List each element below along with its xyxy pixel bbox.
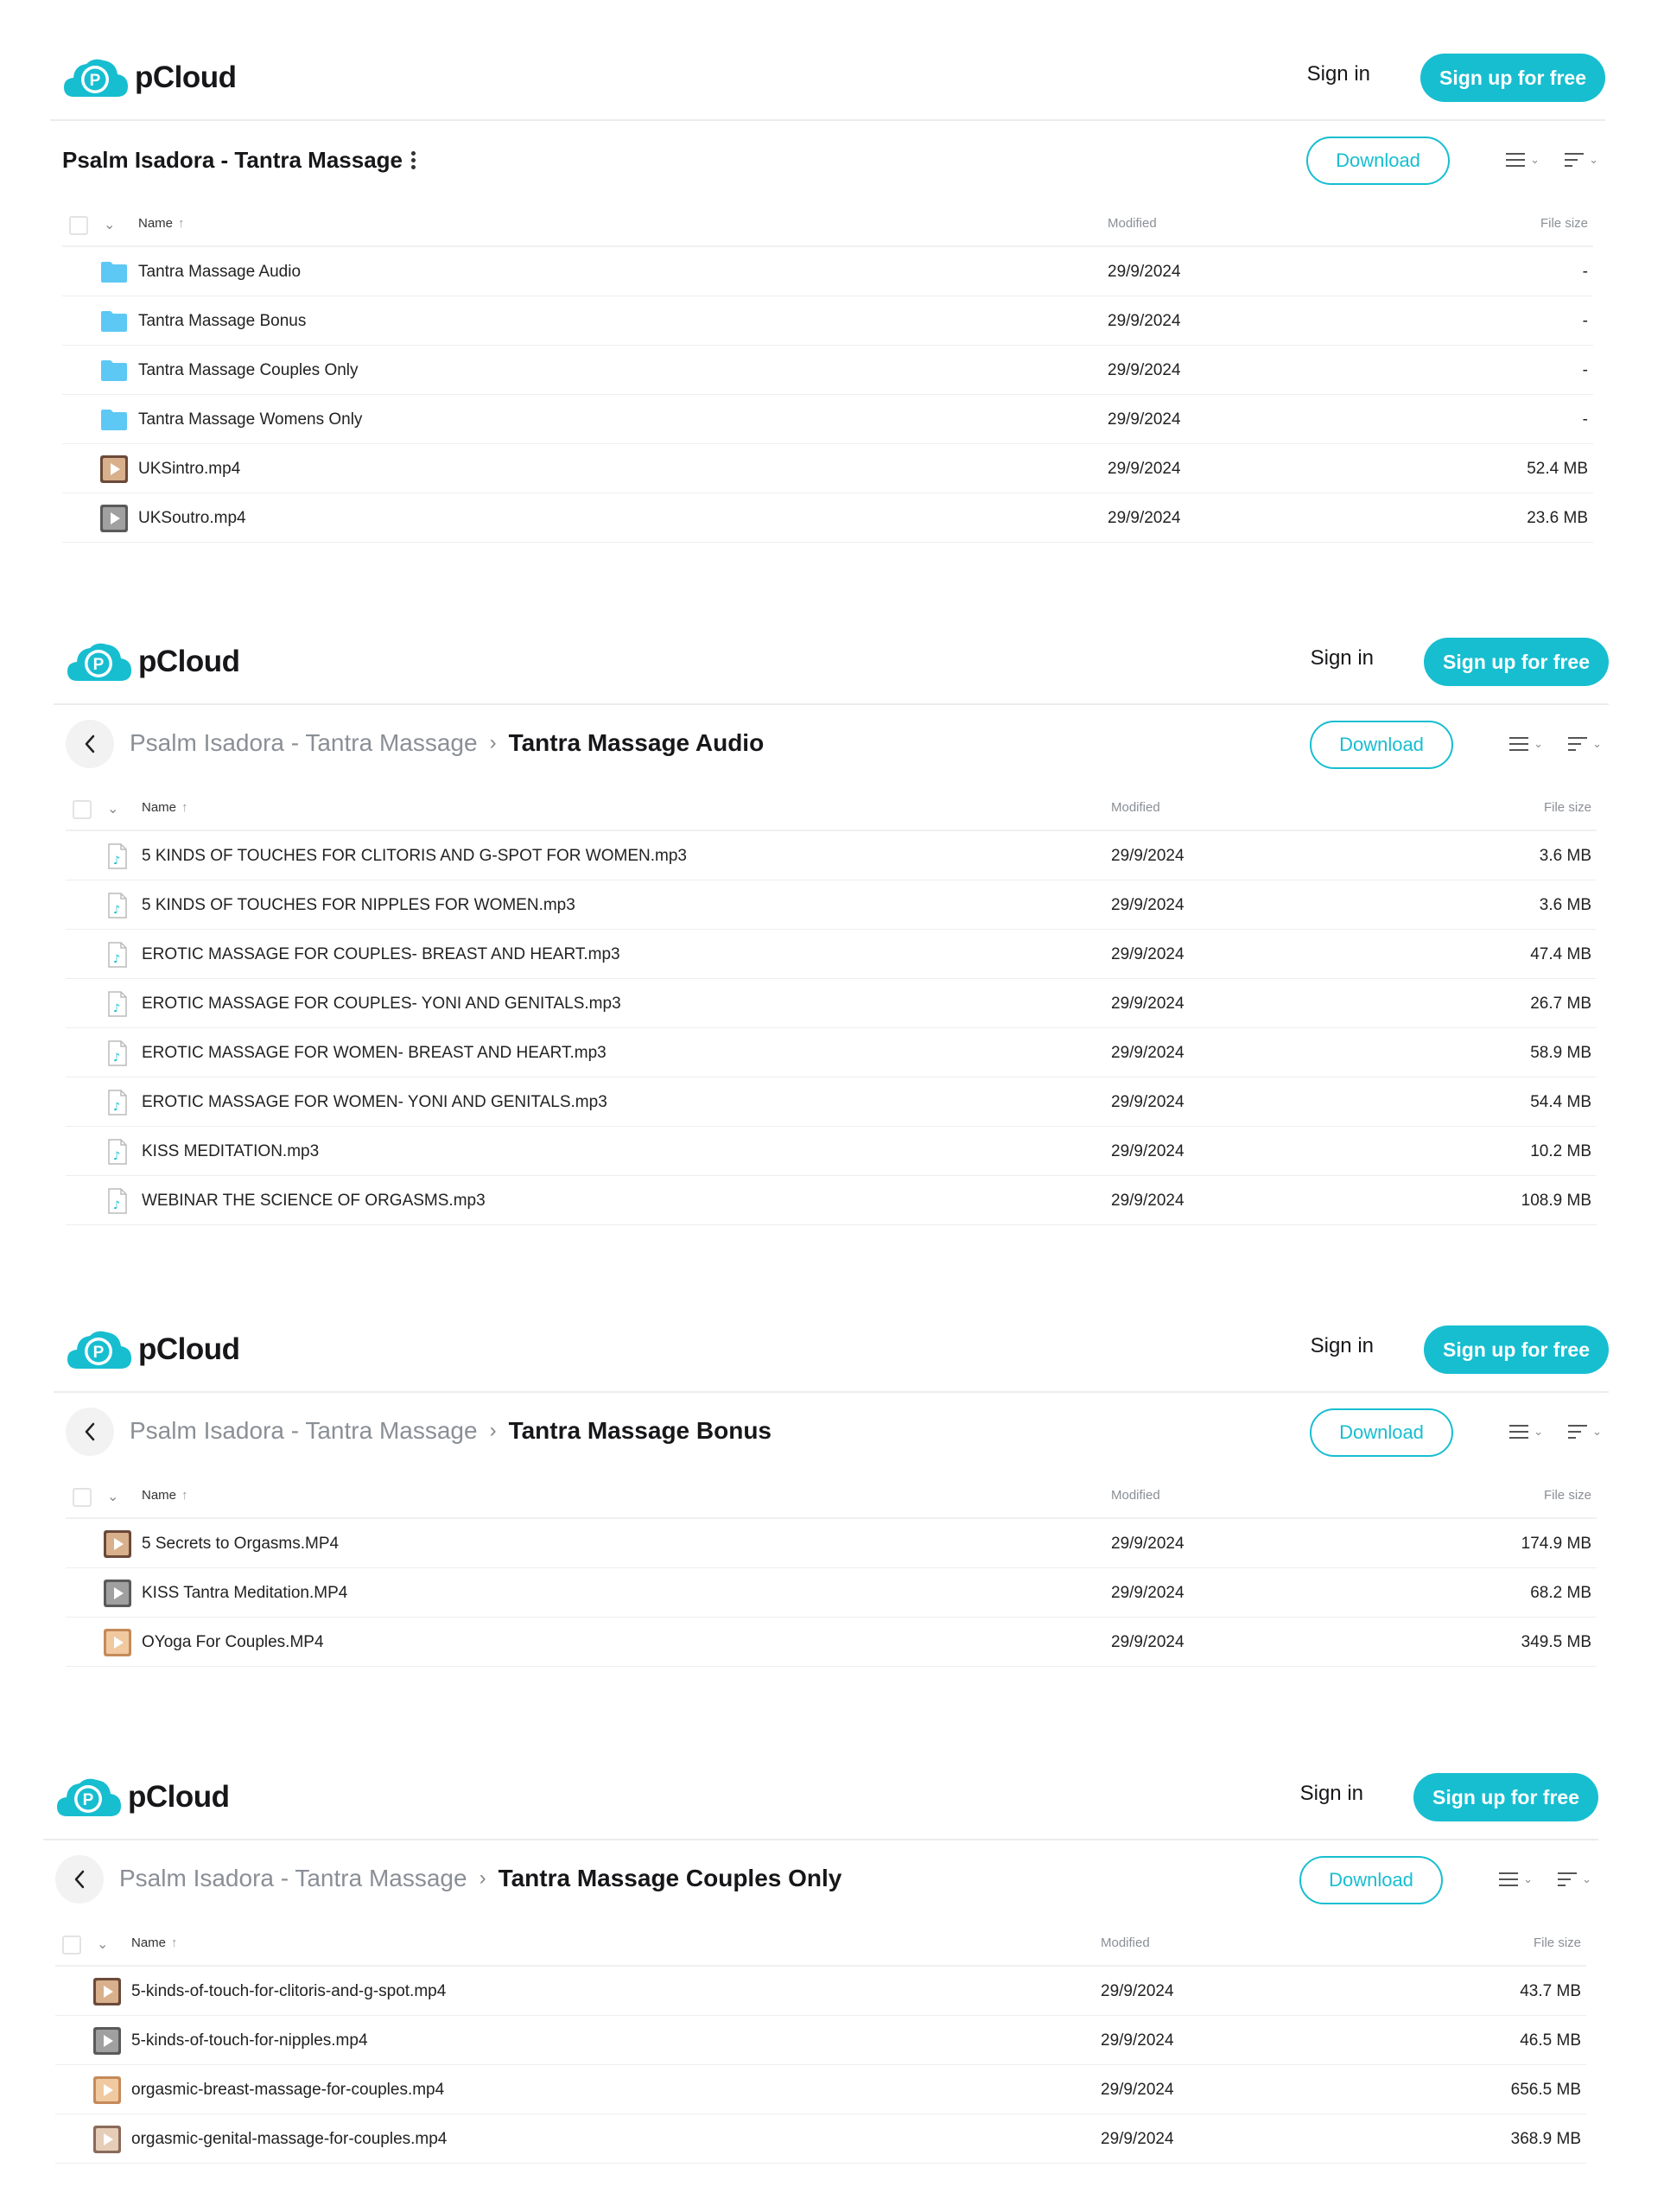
breadcrumb (130, 729, 764, 757)
sign-up-button[interactable]: Sign up for free (1424, 1325, 1609, 1374)
site-header (54, 619, 1609, 705)
file-size: 26.7 MB (1530, 995, 1591, 1013)
video-thumbnail-icon (104, 1629, 131, 1656)
table-header (62, 199, 1593, 247)
chevron-left-icon (83, 734, 97, 754)
chevron-right-icon: › (479, 1866, 486, 1890)
file-listing-panel (54, 1306, 1609, 1667)
table-row[interactable] (62, 395, 1593, 444)
folder-toolbar (43, 1840, 1598, 1918)
video-thumbnail-icon (93, 2027, 121, 2055)
file-name[interactable]: EROTIC MASSAGE FOR WOMEN- BREAST AND HEART.mp3 (142, 1044, 607, 1062)
file-name[interactable]: OYoga For Couples.MP4 (142, 1633, 324, 1651)
sort-toggle[interactable] (1565, 152, 1598, 168)
file-size: 23.6 MB (1527, 509, 1588, 527)
video-thumbnail-icon (104, 1580, 131, 1607)
view-mode-toggle[interactable] (1506, 152, 1540, 168)
file-modified-date: 29/9/2024 (1111, 1192, 1184, 1210)
table-row[interactable] (55, 2114, 1586, 2164)
download-button[interactable]: Download (1310, 1408, 1453, 1457)
pcloud-cloud-icon (66, 639, 133, 684)
brand-name: pCloud (135, 60, 237, 94)
file-modified-date: 29/9/2024 (1111, 896, 1184, 914)
file-name[interactable]: orgasmic-breast-massage-for-couples.mp4 (131, 2081, 445, 2099)
sort-icon (1568, 736, 1587, 752)
more-options-icon[interactable] (411, 151, 416, 169)
video-thumbnail-icon (100, 455, 128, 483)
file-modified-date: 29/9/2024 (1111, 1535, 1184, 1553)
size-column-header[interactable]: File size (1540, 216, 1588, 231)
table-row[interactable] (66, 979, 1597, 1028)
list-view-icon (1509, 1424, 1528, 1440)
chevron-down-icon: ⌄ (1534, 1425, 1543, 1438)
folder-icon (100, 357, 128, 385)
svg-text:♪: ♪ (112, 1199, 121, 1212)
sort-icon (1568, 1424, 1587, 1440)
file-modified-date: 29/9/2024 (1101, 2130, 1174, 2148)
file-modified-date: 29/9/2024 (1111, 1633, 1184, 1651)
file-size: 47.4 MB (1530, 945, 1591, 963)
file-size: 174.9 MB (1521, 1535, 1591, 1553)
sort-arrow-up-icon: ↑ (171, 1936, 178, 1950)
modified-column-header[interactable]: Modified (1101, 1936, 1150, 1950)
folder-toolbar (50, 121, 1605, 199)
file-name[interactable]: 5-kinds-of-touch-for-clitoris-and-g-spot.mp4 (131, 1982, 447, 2000)
file-name[interactable]: Tantra Massage Womens Only (138, 410, 363, 429)
folder-title: Psalm Isadora - Tantra Massage (62, 147, 416, 174)
breadcrumb-parent-link[interactable]: Psalm Isadora - Tantra Massage (130, 1417, 478, 1444)
breadcrumb-parent-link[interactable]: Psalm Isadora - Tantra Massage (119, 1865, 467, 1891)
file-size: 656.5 MB (1510, 2081, 1581, 2099)
chevron-right-icon: › (489, 731, 497, 754)
view-mode-toggle[interactable] (1499, 1872, 1533, 1887)
folder-toolbar (54, 705, 1609, 783)
svg-text:♪: ♪ (112, 1150, 121, 1163)
file-modified-date: 29/9/2024 (1111, 1584, 1184, 1602)
audio-file-icon (104, 1089, 131, 1116)
audio-file-icon (104, 990, 131, 1018)
video-thumbnail-icon (104, 1530, 131, 1558)
table-row[interactable] (66, 1176, 1597, 1225)
breadcrumb-current-folder: Tantra Massage Couples Only (498, 1865, 842, 1891)
table-header (55, 1918, 1586, 1967)
chevron-down-icon[interactable]: ⌄ (107, 802, 119, 817)
back-button[interactable] (55, 1855, 104, 1904)
table-row[interactable] (66, 1618, 1597, 1667)
table-row[interactable] (66, 880, 1597, 930)
file-table (55, 1918, 1586, 2164)
table-row[interactable] (66, 1568, 1597, 1618)
table-row[interactable] (66, 1028, 1597, 1077)
file-name[interactable]: KISS MEDITATION.mp3 (142, 1142, 320, 1160)
svg-text:P: P (92, 656, 105, 674)
video-thumbnail-icon (93, 2076, 121, 2104)
file-modified-date: 29/9/2024 (1101, 2031, 1174, 2050)
download-button[interactable]: Download (1306, 137, 1450, 185)
chevron-down-icon: ⌄ (1582, 1872, 1591, 1885)
file-name[interactable]: WEBINAR THE SCIENCE OF ORGASMS.mp3 (142, 1192, 486, 1210)
svg-text:P: P (92, 1344, 105, 1362)
file-modified-date: 29/9/2024 (1108, 263, 1181, 281)
table-row[interactable] (62, 444, 1593, 493)
sign-up-button[interactable]: Sign up for free (1413, 1773, 1598, 1821)
sort-toggle[interactable] (1568, 736, 1602, 752)
table-row[interactable] (62, 346, 1593, 395)
file-size: 68.2 MB (1530, 1584, 1591, 1602)
sort-toggle[interactable] (1568, 1424, 1602, 1440)
name-column-header[interactable]: Name ↑ (138, 216, 185, 231)
file-name[interactable]: 5 KINDS OF TOUCHES FOR NIPPLES FOR WOMEN.mp3 (142, 896, 575, 914)
svg-text:♪: ♪ (112, 1052, 121, 1065)
file-size: 52.4 MB (1527, 460, 1588, 478)
file-size: 349.5 MB (1521, 1633, 1591, 1651)
video-thumbnail-icon (93, 1978, 121, 2005)
table-row[interactable] (55, 1967, 1586, 2016)
chevron-down-icon: ⌄ (1592, 1425, 1602, 1438)
pcloud-cloud-icon (66, 1327, 133, 1372)
audio-file-icon (104, 842, 131, 870)
folder-icon (100, 258, 128, 286)
breadcrumb (119, 1865, 842, 1892)
file-modified-date: 29/9/2024 (1111, 1142, 1184, 1160)
sign-in-link[interactable]: Sign in (1310, 1334, 1374, 1357)
svg-text:♪: ♪ (112, 1002, 121, 1015)
file-modified-date: 29/9/2024 (1108, 312, 1181, 330)
chevron-down-icon: ⌄ (1589, 153, 1598, 166)
file-size: 54.4 MB (1530, 1093, 1591, 1111)
svg-text:P: P (82, 1791, 94, 1809)
folder-icon (100, 308, 128, 335)
svg-text:♪: ♪ (112, 855, 121, 868)
list-view-icon (1499, 1872, 1518, 1887)
brand-name: pCloud (138, 645, 240, 678)
file-name[interactable]: 5 KINDS OF TOUCHES FOR CLITORIS AND G-SPOT FOR WOMEN.mp3 (142, 847, 687, 865)
size-column-header[interactable]: File size (1543, 1488, 1591, 1503)
file-name[interactable]: Tantra Massage Couples Only (138, 361, 359, 379)
sort-arrow-up-icon: ↑ (181, 800, 188, 815)
file-table (66, 1471, 1597, 1667)
brand-name: pCloud (138, 1332, 240, 1366)
download-button[interactable]: Download (1310, 721, 1453, 769)
chevron-down-icon: ⌄ (1523, 1872, 1533, 1885)
table-header (66, 783, 1597, 831)
site-header (50, 35, 1605, 121)
modified-column-header[interactable]: Modified (1108, 216, 1157, 231)
video-thumbnail-icon (93, 2126, 121, 2153)
table-row[interactable] (55, 2016, 1586, 2065)
pcloud-logo[interactable] (55, 1775, 230, 1820)
audio-file-icon (104, 1187, 131, 1215)
file-name[interactable]: UKSoutro.mp4 (138, 509, 246, 527)
chevron-down-icon[interactable]: ⌄ (104, 218, 116, 232)
file-name[interactable]: 5-kinds-of-touch-for-nipples.mp4 (131, 2031, 368, 2050)
site-header (54, 1306, 1609, 1393)
file-name[interactable]: orgasmic-genital-massage-for-couples.mp4 (131, 2130, 448, 2148)
file-size: 58.9 MB (1530, 1044, 1591, 1062)
table-row[interactable] (66, 1077, 1597, 1127)
file-modified-date: 29/9/2024 (1101, 1982, 1174, 2000)
download-button[interactable]: Download (1299, 1856, 1443, 1904)
audio-file-icon (104, 1039, 131, 1067)
table-row[interactable] (55, 2065, 1586, 2114)
file-listing-panel (50, 35, 1605, 543)
chevron-down-icon: ⌄ (1530, 153, 1540, 166)
pcloud-logo[interactable] (62, 55, 237, 100)
audio-file-icon (104, 892, 131, 919)
sort-icon (1565, 152, 1584, 168)
file-size: 3.6 MB (1539, 847, 1591, 865)
sign-in-link[interactable]: Sign in (1310, 646, 1374, 670)
file-table (66, 783, 1597, 1225)
sort-arrow-up-icon: ↑ (178, 216, 185, 231)
breadcrumb-current-folder: Tantra Massage Audio (508, 729, 765, 756)
size-column-header[interactable]: File size (1533, 1936, 1581, 1950)
file-size: 43.7 MB (1520, 1982, 1581, 2000)
select-all-checkbox[interactable] (69, 216, 88, 235)
table-row[interactable] (66, 1127, 1597, 1176)
view-mode-toggle[interactable] (1509, 736, 1543, 752)
file-modified-date: 29/9/2024 (1108, 410, 1181, 429)
breadcrumb (130, 1417, 772, 1445)
name-column-header[interactable]: Name ↑ (131, 1936, 178, 1950)
file-table (62, 199, 1593, 543)
file-name[interactable]: KISS Tantra Meditation.MP4 (142, 1584, 348, 1602)
breadcrumb-current-folder: Tantra Massage Bonus (508, 1417, 772, 1444)
folder-icon (100, 406, 128, 434)
chevron-down-icon[interactable]: ⌄ (107, 1490, 119, 1504)
sort-icon (1558, 1872, 1577, 1887)
sign-up-button[interactable]: Sign up for free (1424, 638, 1609, 686)
file-name[interactable]: EROTIC MASSAGE FOR WOMEN- YONI AND GENITALS.mp3 (142, 1093, 607, 1111)
sign-in-link[interactable]: Sign in (1306, 62, 1370, 86)
name-column-header[interactable]: Name ↑ (142, 800, 188, 815)
table-row[interactable] (62, 493, 1593, 543)
list-view-icon (1506, 152, 1525, 168)
modified-column-header[interactable]: Modified (1111, 800, 1160, 815)
table-header (66, 1471, 1597, 1519)
file-listing-panel (54, 619, 1609, 1225)
svg-text:♪: ♪ (112, 1101, 121, 1114)
file-size: - (1582, 361, 1588, 379)
table-row[interactable] (66, 930, 1597, 979)
table-row[interactable] (62, 296, 1593, 346)
sign-up-button[interactable]: Sign up for free (1420, 54, 1605, 102)
file-modified-date: 29/9/2024 (1108, 460, 1181, 478)
chevron-down-icon[interactable]: ⌄ (97, 1937, 109, 1952)
modified-column-header[interactable]: Modified (1111, 1488, 1160, 1503)
video-thumbnail-icon (100, 505, 128, 532)
file-name[interactable]: EROTIC MASSAGE FOR COUPLES- BREAST AND HEART.mp3 (142, 945, 620, 963)
chevron-down-icon: ⌄ (1592, 737, 1602, 750)
sort-toggle[interactable] (1558, 1872, 1591, 1887)
file-modified-date: 29/9/2024 (1101, 2081, 1174, 2099)
name-column-header[interactable]: Name ↑ (142, 1488, 188, 1503)
table-row[interactable] (66, 1519, 1597, 1568)
file-modified-date: 29/9/2024 (1111, 847, 1184, 865)
file-name[interactable]: 5 Secrets to Orgasms.MP4 (142, 1535, 340, 1553)
select-all-checkbox[interactable] (62, 1936, 81, 1955)
chevron-left-icon (83, 1421, 97, 1442)
file-name[interactable]: Tantra Massage Audio (138, 263, 302, 281)
file-name[interactable]: EROTIC MASSAGE FOR COUPLES- YONI AND GENITALS.mp3 (142, 995, 621, 1013)
breadcrumb-parent-link[interactable]: Psalm Isadora - Tantra Massage (130, 729, 478, 756)
table-row[interactable] (62, 247, 1593, 296)
pcloud-logo[interactable] (66, 1327, 240, 1372)
table-row[interactable] (66, 831, 1597, 880)
file-size: - (1582, 312, 1588, 330)
audio-file-icon (104, 941, 131, 969)
svg-text:♪: ♪ (112, 904, 121, 917)
brand-name: pCloud (128, 1780, 230, 1814)
select-all-checkbox[interactable] (73, 800, 92, 819)
pcloud-cloud-icon (62, 55, 130, 100)
view-mode-toggle[interactable] (1509, 1424, 1543, 1440)
back-button[interactable] (66, 1408, 114, 1456)
file-size: 3.6 MB (1539, 896, 1591, 914)
back-button[interactable] (66, 720, 114, 768)
sort-arrow-up-icon: ↑ (181, 1488, 188, 1503)
file-modified-date: 29/9/2024 (1108, 509, 1181, 527)
sign-in-link[interactable]: Sign in (1299, 1782, 1363, 1805)
folder-toolbar (54, 1393, 1609, 1471)
select-all-checkbox[interactable] (73, 1488, 92, 1507)
file-size: 46.5 MB (1520, 2031, 1581, 2050)
file-modified-date: 29/9/2024 (1111, 945, 1184, 963)
svg-text:♪: ♪ (112, 953, 121, 966)
file-name[interactable]: UKSintro.mp4 (138, 460, 241, 478)
file-name[interactable]: Tantra Massage Bonus (138, 312, 307, 330)
file-modified-date: 29/9/2024 (1111, 995, 1184, 1013)
file-size: 368.9 MB (1510, 2130, 1581, 2148)
pcloud-logo[interactable] (66, 639, 240, 684)
file-modified-date: 29/9/2024 (1108, 361, 1181, 379)
audio-file-icon (104, 1138, 131, 1166)
pcloud-cloud-icon (55, 1775, 123, 1820)
file-size: - (1582, 263, 1588, 281)
list-view-icon (1509, 736, 1528, 752)
file-size: - (1582, 410, 1588, 429)
file-size: 10.2 MB (1530, 1142, 1591, 1160)
size-column-header[interactable]: File size (1543, 800, 1591, 815)
svg-text:P: P (89, 72, 101, 90)
chevron-right-icon: › (489, 1419, 497, 1442)
file-modified-date: 29/9/2024 (1111, 1044, 1184, 1062)
file-modified-date: 29/9/2024 (1111, 1093, 1184, 1111)
chevron-down-icon: ⌄ (1534, 737, 1543, 750)
file-size: 108.9 MB (1521, 1192, 1591, 1210)
site-header (43, 1754, 1598, 1840)
file-listing-panel (43, 1754, 1598, 2164)
chevron-left-icon (73, 1869, 86, 1890)
